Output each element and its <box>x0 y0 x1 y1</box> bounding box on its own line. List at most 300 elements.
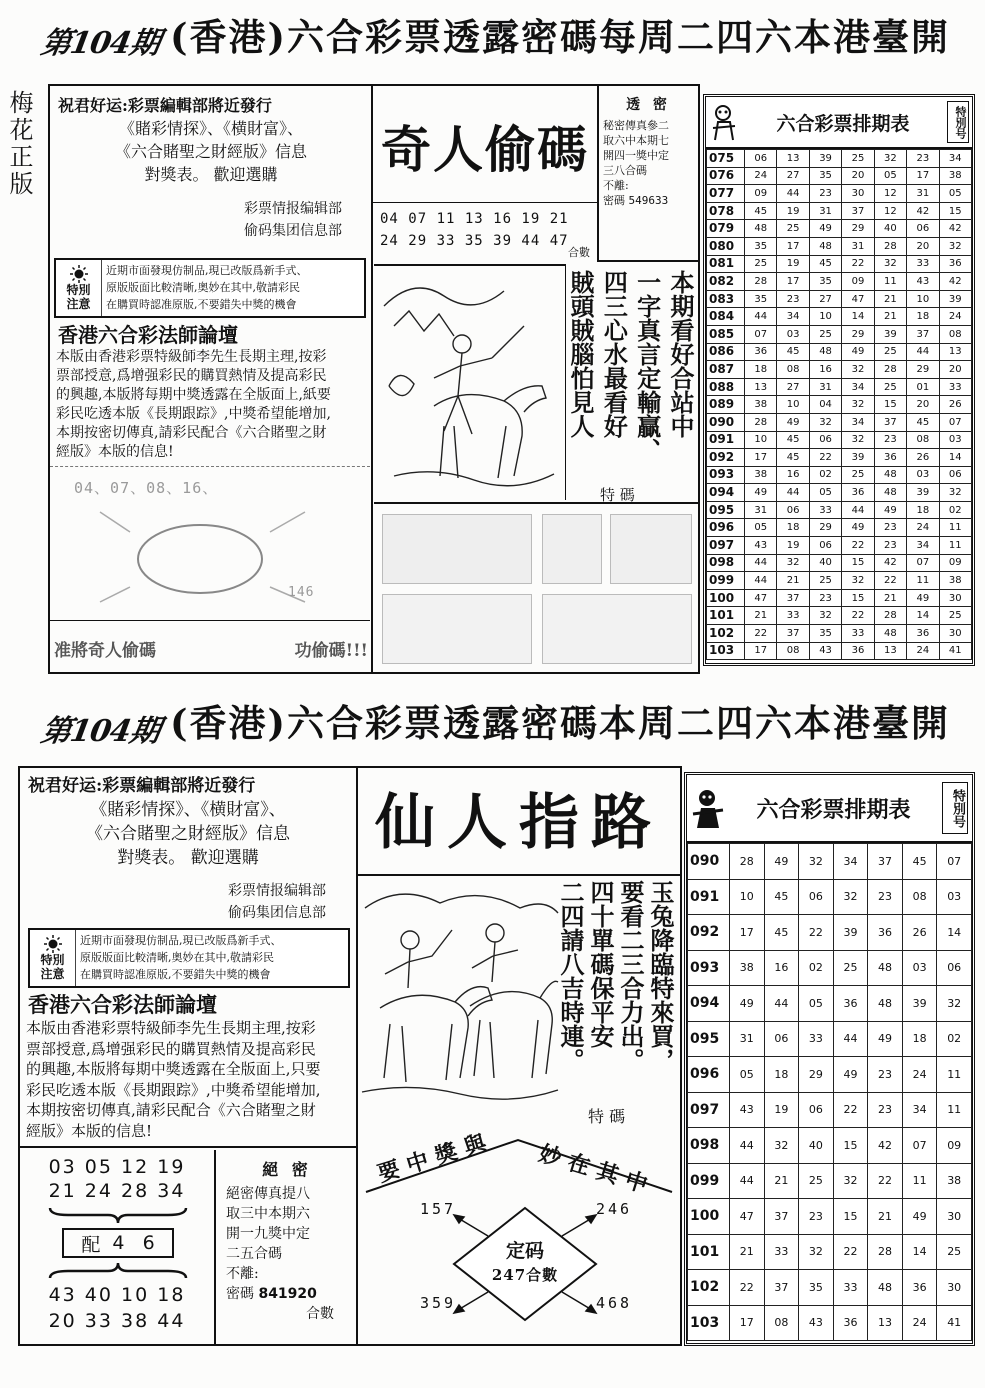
drawn-number-cell: 32 <box>842 396 874 414</box>
drawn-number-cell: 28 <box>874 361 906 379</box>
drawn-number-cell: 17 <box>777 237 809 255</box>
drawn-number-cell: 48 <box>874 466 906 484</box>
table-row <box>707 325 972 343</box>
drawn-number-cell: 16 <box>764 950 799 986</box>
drawn-number-cell: 48 <box>745 220 777 238</box>
drawn-number-cell: 10 <box>777 396 809 414</box>
code-label: 密碼 <box>226 1286 254 1302</box>
arch-text-left: 要中獎與 <box>374 1127 498 1188</box>
drawn-number-cell: 36 <box>745 343 777 361</box>
page-headline: (香港)六合彩票透露密碼本周二四六本港臺開 <box>170 701 951 745</box>
secret-line: 絕密傳真提八 <box>226 1186 310 1202</box>
special-number-header: 特別号 <box>942 782 968 834</box>
special-number-header: 特別号 <box>947 101 969 143</box>
drawn-number-cell: 16 <box>777 466 809 484</box>
drawn-number-cell: 45 <box>745 202 777 220</box>
drawn-number-cell: 23 <box>874 519 906 537</box>
drawn-number-cell: 49 <box>907 589 939 607</box>
special-number-cell: 42 <box>939 273 971 291</box>
drawn-number-cell: 29 <box>907 361 939 379</box>
issue-number-cell: 094 <box>688 986 730 1022</box>
drawn-number-cell: 29 <box>842 220 874 238</box>
drawn-number-cell: 33 <box>833 1270 868 1306</box>
pair-label: 配 <box>81 1233 101 1256</box>
sun-seal-icon <box>70 265 88 283</box>
drawn-number-cell: 15 <box>833 1128 868 1164</box>
table-row <box>688 1234 972 1270</box>
number-row: 21 24 28 34 <box>48 1180 186 1202</box>
greeting-box <box>54 94 368 254</box>
drawn-number-cell: 49 <box>842 519 874 537</box>
number-row: 24 29 33 35 39 44 47 <box>380 233 569 249</box>
table-row <box>688 1128 972 1164</box>
special-number-cell: 06 <box>939 466 971 484</box>
draw-schedule-table <box>684 772 975 1346</box>
drawn-number-cell: 48 <box>809 237 841 255</box>
drawn-number-cell: 17 <box>745 642 777 660</box>
drawn-number-cell: 05 <box>809 484 841 502</box>
main-title: 仙人指路 <box>375 788 663 858</box>
brace-graphic <box>48 1262 188 1280</box>
drawn-number-cell: 32 <box>842 572 874 590</box>
drawn-number-cell: 43 <box>809 642 841 660</box>
drawn-number-cell: 06 <box>745 150 777 168</box>
secret-line: 不離: <box>226 1266 259 1282</box>
table-header <box>687 775 972 843</box>
forum-line: 彩民吃透本版《長期跟踪》,中獎希望能增加, <box>56 406 331 422</box>
issue-number-cell: 090 <box>688 844 730 880</box>
drawn-number-cell: 22 <box>842 537 874 555</box>
drawn-number-cell: 15 <box>833 1199 868 1235</box>
table-row <box>707 519 972 537</box>
issue-number-cell: 091 <box>688 879 730 915</box>
drawn-number-cell: 42 <box>868 1128 903 1164</box>
special-number-cell: 41 <box>937 1305 972 1341</box>
drawn-number-cell: 18 <box>777 519 809 537</box>
drawn-number-cell: 44 <box>833 1021 868 1057</box>
table-row <box>707 572 972 590</box>
drawn-number-cell: 44 <box>777 185 809 203</box>
drawn-number-cell: 05 <box>874 167 906 185</box>
drawn-number-cell: 18 <box>764 1057 799 1093</box>
drawn-number-cell: 29 <box>799 1057 834 1093</box>
special-number-cell: 07 <box>937 844 972 880</box>
faded-boxes-area <box>374 502 698 672</box>
drawn-number-cell: 23 <box>777 290 809 308</box>
issue-number-cell: 078 <box>707 202 745 220</box>
drawn-number-cell: 07 <box>745 325 777 343</box>
special-number-cell: 13 <box>939 343 971 361</box>
drawn-number-cell: 36 <box>842 642 874 660</box>
forum-body <box>52 348 368 462</box>
drawn-number-cell: 12 <box>874 185 906 203</box>
drawn-number-cell: 12 <box>874 202 906 220</box>
drawn-number-cell: 47 <box>842 290 874 308</box>
drawn-number-cell: 31 <box>745 501 777 519</box>
greeting-line: 祝君好运:彩票編輯部將近發行 <box>58 96 272 115</box>
notice-line: 近期市面發現仿制品,現已改版爲新手式、 <box>106 264 308 277</box>
drawn-number-cell: 34 <box>833 844 868 880</box>
arch-text-right: 妙在其中 <box>535 1140 659 1201</box>
table-row <box>688 1092 972 1128</box>
drawn-number-cell: 32 <box>809 413 841 431</box>
issue-number-cell: 079 <box>707 220 745 238</box>
drawn-number-cell: 44 <box>907 343 939 361</box>
drawn-number-cell: 19 <box>777 255 809 273</box>
special-number-cell: 06 <box>937 950 972 986</box>
special-notice-box <box>54 258 366 318</box>
drawn-number-cell: 49 <box>868 1021 903 1057</box>
issue-number-cell: 100 <box>688 1199 730 1235</box>
forum-line: 票部授意,爲增强彩民的購買熱情及提高彩民 <box>26 1039 316 1058</box>
drawn-number-cell: 17 <box>907 167 939 185</box>
drawn-number-cell: 14 <box>842 308 874 326</box>
drawn-number-cell: 15 <box>842 554 874 572</box>
drawn-number-cell: 19 <box>764 1092 799 1128</box>
drawn-number-cell: 37 <box>842 202 874 220</box>
drawn-number-cell: 06 <box>907 220 939 238</box>
table-row <box>707 185 972 203</box>
drawn-number-cell: 43 <box>745 537 777 555</box>
drawn-number-cell: 21 <box>745 607 777 625</box>
drawn-number-cell: 27 <box>809 290 841 308</box>
drawn-number-cell: 15 <box>874 396 906 414</box>
table-row <box>688 844 972 880</box>
issue-number-cell: 080 <box>707 237 745 255</box>
drawn-number-cell: 23 <box>809 589 841 607</box>
drawn-number-cell: 37 <box>777 589 809 607</box>
special-number-cell: 24 <box>939 308 971 326</box>
drawn-number-cell: 39 <box>907 484 939 502</box>
drawn-number-cell: 39 <box>874 325 906 343</box>
drawn-number-cell: 22 <box>745 625 777 643</box>
drawn-number-cell: 44 <box>842 501 874 519</box>
drawn-number-cell: 25 <box>745 255 777 273</box>
drawn-number-cell: 45 <box>809 255 841 273</box>
drawn-number-cell: 11 <box>907 572 939 590</box>
table-row <box>688 986 972 1022</box>
secret-line: 取三中本期六 <box>226 1206 310 1222</box>
special-number-cell: 08 <box>939 325 971 343</box>
special-number-cell: 25 <box>937 1234 972 1270</box>
drawn-number-cell: 32 <box>833 1163 868 1199</box>
drawn-number-cell: 49 <box>777 413 809 431</box>
drawn-number-cell: 08 <box>777 642 809 660</box>
issue-number-cell: 096 <box>688 1057 730 1093</box>
notice-line: 原版版面比較清晰,奥妙在其中,敬請彩民 <box>80 951 274 964</box>
sun-seal-icon <box>44 935 62 953</box>
warrior-illustration <box>374 264 566 500</box>
special-number-cell: 42 <box>939 220 971 238</box>
drawn-number-cell: 49 <box>902 1199 937 1235</box>
drawn-number-cell: 38 <box>745 466 777 484</box>
drawn-number-cell: 32 <box>799 844 834 880</box>
verse-column: 一字真言定輸贏、 <box>632 270 662 462</box>
table-row <box>707 413 972 431</box>
drawn-number-cell: 34 <box>842 378 874 396</box>
drawn-number-cell: 48 <box>868 1270 903 1306</box>
drawn-number-cell: 10 <box>745 431 777 449</box>
drawn-number-cell: 06 <box>799 1092 834 1128</box>
drawn-number-cell: 32 <box>833 879 868 915</box>
drawn-number-cell: 35 <box>745 237 777 255</box>
faded-footer-right: 功偷碼!!! <box>294 640 368 661</box>
drawn-number-cell: 48 <box>868 950 903 986</box>
drawn-number-cell: 21 <box>868 1199 903 1235</box>
number-row: 04 07 11 13 16 19 21 <box>380 211 569 227</box>
issue-number-cell: 076 <box>707 167 745 185</box>
table-header <box>706 97 972 149</box>
table-row <box>707 554 972 572</box>
drawn-number-cell: 37 <box>868 844 903 880</box>
faded-box <box>542 594 692 664</box>
table-row <box>707 220 972 238</box>
issue-number-cell: 089 <box>707 396 745 414</box>
editorial-signature: 彩票情报编辑部 <box>244 201 342 217</box>
drawn-number-cell: 05 <box>799 986 834 1022</box>
forum-line: 本期按密切傳真,請彩民配合《六合賭聖之財 <box>26 1101 316 1119</box>
drawn-number-cell: 24 <box>902 1305 937 1341</box>
drawn-number-cell: 48 <box>874 484 906 502</box>
table-row <box>707 466 972 484</box>
issue-number-cell: 093 <box>707 466 745 484</box>
drawn-number-cell: 22 <box>874 572 906 590</box>
drawn-number-cell: 45 <box>764 915 799 951</box>
drawn-number-cell: 45 <box>777 343 809 361</box>
table-row <box>707 255 972 273</box>
special-number-cell: 34 <box>939 150 971 168</box>
forum-line: 經版》本版的信息! <box>56 444 174 460</box>
code-label: 密碼 <box>603 194 625 207</box>
drawn-number-cell: 49 <box>874 501 906 519</box>
special-number-cell: 38 <box>939 167 971 185</box>
drawn-number-cell: 35 <box>799 1270 834 1306</box>
code-value: 841920 <box>258 1286 317 1302</box>
brace-graphic <box>48 1206 188 1224</box>
drawn-number-cell: 25 <box>799 1163 834 1199</box>
drawn-number-cell: 23 <box>799 1199 834 1235</box>
table-row <box>688 1199 972 1235</box>
forum-line: 的興趣,本版將每期中獎透露在全版面上,只要 <box>26 1060 321 1078</box>
table-row <box>707 167 972 185</box>
drawn-number-cell: 37 <box>764 1270 799 1306</box>
drawn-number-cell: 06 <box>809 431 841 449</box>
verse-column: 本期看好合站中 <box>665 270 695 438</box>
verse-column: 玉兔降臨特來買， <box>646 880 675 1072</box>
special-number-cell: 14 <box>937 915 972 951</box>
drawn-number-cell: 28 <box>730 844 765 880</box>
notice-line: 在購買時認准原版,不要錯失中獎的機會 <box>80 968 271 981</box>
table-row <box>688 1021 972 1057</box>
diamond-number-top-right: 246 <box>596 1200 633 1218</box>
issue-number-cell: 086 <box>707 343 745 361</box>
forum-line: 彩民吃透本版《長期跟踪》,中獎希望能增加, <box>26 1080 321 1099</box>
drawn-number-cell: 39 <box>842 449 874 467</box>
drawn-number-cell: 09 <box>745 185 777 203</box>
drawn-number-cell: 20 <box>842 167 874 185</box>
drawn-number-cell: 33 <box>799 1021 834 1057</box>
code-value: 549633 <box>628 194 669 207</box>
forum-title: 香港六合彩法師論壇 <box>28 992 217 1017</box>
drawn-number-cell: 25 <box>842 150 874 168</box>
mascot-icon <box>691 788 725 828</box>
forum-line: 經版》本版的信息! <box>26 1121 153 1140</box>
drawn-number-cell: 32 <box>777 554 809 572</box>
issue-number-cell: 096 <box>707 519 745 537</box>
notice-label <box>56 260 102 316</box>
verse-column: 賊頭賊腦怕見人 <box>566 270 595 438</box>
drawn-number-cell: 32 <box>874 255 906 273</box>
drawn-number-cell: 02 <box>799 950 834 986</box>
drawn-number-cell: 36 <box>902 1270 937 1306</box>
drawn-number-cell: 10 <box>730 879 765 915</box>
drawn-number-cell: 02 <box>809 466 841 484</box>
divider <box>358 874 682 876</box>
drawn-number-cell: 23 <box>868 879 903 915</box>
drawn-number-cell: 23 <box>809 185 841 203</box>
drawn-number-cell: 10 <box>907 290 939 308</box>
drawn-number-cell: 16 <box>809 361 841 379</box>
drawn-number-cell: 08 <box>764 1305 799 1341</box>
drawn-number-cell: 26 <box>907 449 939 467</box>
drawn-number-cell: 34 <box>777 308 809 326</box>
drawn-number-cell: 07 <box>907 554 939 572</box>
faded-numbers: 04、07、08、16、 <box>74 479 219 497</box>
drawn-number-cell: 47 <box>730 1199 765 1235</box>
table-row <box>707 589 972 607</box>
group-signature: 偷码集团信息部 <box>228 905 326 921</box>
issue-number-cell: 087 <box>707 361 745 379</box>
special-number-cell: 38 <box>939 572 971 590</box>
number-block <box>380 208 594 262</box>
drawn-number-cell: 36 <box>833 1305 868 1341</box>
issue-number-cell: 094 <box>707 484 745 502</box>
table-row <box>688 950 972 986</box>
drawn-number-cell: 32 <box>809 607 841 625</box>
drawn-number-cell: 25 <box>833 950 868 986</box>
verse-column: 二四請八吉時連。 <box>556 880 585 1072</box>
drawn-number-cell: 34 <box>902 1092 937 1128</box>
drawn-number-cell: 26 <box>902 915 937 951</box>
drawn-number-cell: 24 <box>907 519 939 537</box>
drawn-number-cell: 32 <box>764 1128 799 1164</box>
drawn-number-cell: 06 <box>809 537 841 555</box>
special-number-cell: 26 <box>939 396 971 414</box>
drawn-number-cell: 42 <box>874 554 906 572</box>
drawn-number-cell: 04 <box>809 396 841 414</box>
special-number-cell: 11 <box>939 519 971 537</box>
drawn-number-cell: 17 <box>745 449 777 467</box>
special-number-cell: 07 <box>939 413 971 431</box>
drawn-number-cell: 35 <box>809 625 841 643</box>
special-number-cell: 36 <box>939 255 971 273</box>
drawn-number-cell: 32 <box>842 431 874 449</box>
drawn-number-cell: 37 <box>907 325 939 343</box>
issue-number-cell: 092 <box>688 915 730 951</box>
special-number-cell: 15 <box>939 202 971 220</box>
drawn-number-cell: 39 <box>902 986 937 1022</box>
drawn-number-cell: 06 <box>764 1021 799 1057</box>
special-number-cell: 02 <box>939 501 971 519</box>
drawn-number-cell: 40 <box>799 1128 834 1164</box>
drawn-number-cell: 28 <box>874 237 906 255</box>
issue-number-cell: 085 <box>707 325 745 343</box>
forum-title: 香港六合彩法師論壇 <box>58 323 238 347</box>
issue-number-cell: 099 <box>707 572 745 590</box>
greeting-line: 對獎表。 歡迎選購 <box>144 165 278 184</box>
issue-number-cell: 100 <box>707 589 745 607</box>
drawn-number-cell: 25 <box>842 466 874 484</box>
special-number-cell: 32 <box>939 237 971 255</box>
drawn-number-cell: 44 <box>745 554 777 572</box>
drawn-number-cell: 22 <box>833 1234 868 1270</box>
table-row <box>688 1270 972 1306</box>
drawn-number-cell: 17 <box>777 273 809 291</box>
special-number-cell: 05 <box>939 185 971 203</box>
special-notice-box <box>28 928 350 988</box>
drawn-number-cell: 21 <box>777 572 809 590</box>
special-number-label: 特 碼 <box>588 1107 626 1126</box>
drawn-number-cell: 37 <box>777 625 809 643</box>
special-number-cell: 32 <box>939 484 971 502</box>
table-row <box>707 501 972 519</box>
drawn-number-cell: 23 <box>874 431 906 449</box>
secret-title: 絕 密 <box>262 1160 312 1179</box>
issue-number-cell: 082 <box>707 273 745 291</box>
issue-number-cell: 088 <box>707 378 745 396</box>
special-number-cell: 11 <box>937 1092 972 1128</box>
greeting-line: 《六合賭聖之財經版》信息 <box>114 142 307 161</box>
table-row <box>707 343 972 361</box>
drawn-number-cell: 21 <box>730 1234 765 1270</box>
table-row <box>707 431 972 449</box>
secret-code-row <box>603 193 694 208</box>
issue-number-cell: 084 <box>707 308 745 326</box>
table-title: 六合彩票排期表 <box>756 796 911 823</box>
drawn-number-cell: 48 <box>868 986 903 1022</box>
notice-label-line: 特別 <box>66 283 91 297</box>
main-title: 奇人偷碼 <box>381 120 589 179</box>
drawn-number-cell: 38 <box>745 396 777 414</box>
special-number-cell: 11 <box>939 537 971 555</box>
group-signature: 偷码集团信息部 <box>244 223 342 239</box>
table-row <box>707 273 972 291</box>
drawn-number-cell: 07 <box>902 1128 937 1164</box>
drawn-number-cell: 45 <box>777 431 809 449</box>
faded-side-number: 146 <box>288 585 315 600</box>
page-headline: (香港)六合彩票透露密碼每周二四六本港臺開 <box>170 15 951 59</box>
drawn-number-cell: 22 <box>833 1092 868 1128</box>
table-row <box>688 879 972 915</box>
drawn-number-cell: 25 <box>809 325 841 343</box>
drawn-number-cell: 25 <box>777 220 809 238</box>
number-row: 20 33 38 44 <box>48 1310 186 1332</box>
drawn-number-cell: 11 <box>902 1163 937 1199</box>
notice-line: 在購買時認准原版,不要錯失中獎的機會 <box>106 298 297 311</box>
drawn-number-cell: 31 <box>809 202 841 220</box>
drawn-number-cell: 22 <box>730 1270 765 1306</box>
drawn-number-cell: 25 <box>809 572 841 590</box>
drawn-number-cell: 40 <box>809 554 841 572</box>
drawn-number-cell: 10 <box>809 308 841 326</box>
greeting-box <box>24 774 352 926</box>
issue-number-cell: 083 <box>707 290 745 308</box>
table-row <box>707 396 972 414</box>
table-row <box>707 607 972 625</box>
special-number-cell: 09 <box>939 554 971 572</box>
edition-side-label: 梅花正版 <box>5 90 33 198</box>
special-number-cell: 03 <box>939 431 971 449</box>
